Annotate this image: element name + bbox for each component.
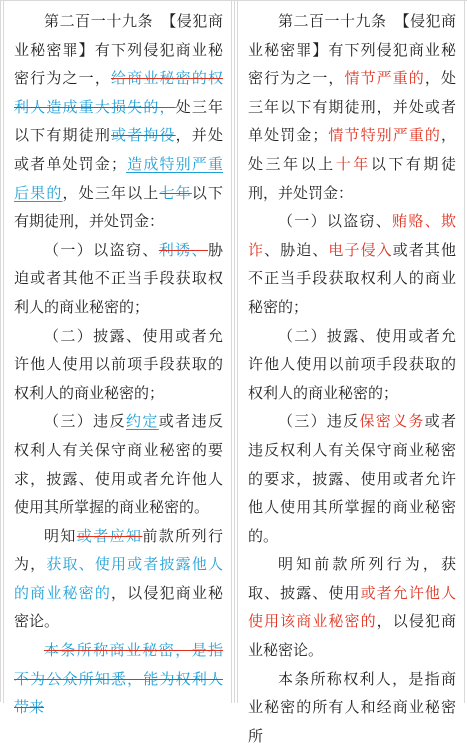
text-run: ，并处或者单处罚金； — [14, 126, 223, 173]
old-text-content — [14, 7, 223, 722]
inserted-text: 造成特别严重后果的 — [14, 154, 223, 202]
text-run: 胁迫或者其他不正当手段获取权利人的商业秘密的； — [14, 240, 223, 316]
deleted-text: 本条所称商业秘密，是指不为公众所知悉，能为权利人带来 — [14, 641, 223, 717]
text-run: 或者违反权利人有关保守商业秘密的要求，披露、使用或者允许他人使用其所掌握的商业秘密的。 — [14, 412, 223, 517]
text-run: ，处三年以上 — [248, 126, 456, 173]
text-run: （三）违反 — [278, 412, 360, 431]
text-run: 处三年以下有期徒刑 — [14, 97, 223, 145]
deleted-text: 利诱、 — [158, 240, 208, 259]
text-run: （一）以盗窃、 — [278, 212, 393, 231]
highlighted-text: 电子侵入 — [328, 240, 393, 259]
text-run: 明知 — [44, 526, 77, 545]
new-text-cell — [237, 1, 465, 745]
old-paragraph-1 — [14, 7, 223, 236]
text-run: 以下有期徒刑，并处罚金： — [14, 183, 223, 231]
deleted-text: 或者应知 — [76, 526, 143, 545]
deleted-text: 给商业秘密的权利人造成重大损失的， — [14, 69, 223, 116]
text-run: 第二百一十九条 【侵犯商业秘密罪】有下列侵犯商业秘密行为之一， — [14, 12, 223, 88]
text-run: ，处三年以下有期徒刑，并处或者单处罚金； — [248, 69, 456, 145]
old-paragraph-3 — [14, 322, 223, 408]
new-paragraph-1 — [248, 7, 456, 207]
old-paragraph-4 — [14, 407, 223, 521]
text-run: （一）以盗窃、 — [44, 240, 159, 259]
text-run: ，以侵犯商业秘密论。 — [14, 583, 223, 631]
new-paragraph-4 — [248, 407, 456, 550]
highlighted-text: 十年 — [335, 154, 371, 173]
old-text-cell — [3, 1, 232, 717]
text-run: 第二百一十九条 【侵犯商业秘密罪】有下列侵犯商业秘密行为之一， — [248, 12, 456, 88]
text-run: 或者违反权利人有关保守商业秘密的要求，披露、使用或者允许他人使用其所掌握的商业秘密的。 — [248, 412, 456, 545]
highlighted-text: 情节严重的 — [344, 69, 425, 88]
deleted-text: 或者拘役 — [110, 126, 176, 145]
text-run: ，处三年以上 — [62, 183, 160, 202]
highlighted-text: 保密义务 — [359, 412, 425, 431]
new-paragraph-2 — [248, 207, 456, 321]
text-run: ，以侵犯商业秘密论。 — [248, 612, 456, 660]
text-run: 以下有期徒刑，并处罚金： — [248, 154, 456, 202]
new-text-column — [235, 1, 467, 745]
deleted-text: 七年 — [159, 183, 192, 202]
text-run: 前款所列行为， — [14, 526, 223, 574]
new-paragraph-6 — [248, 665, 456, 750]
old-paragraph-2 — [14, 236, 223, 322]
old-paragraph-6 — [14, 636, 223, 722]
new-paragraph-3 — [248, 322, 456, 408]
highlighted-text: 情节特别严重的 — [327, 126, 441, 145]
highlighted-text: 获取、使用或者披露他人的商业秘密的 — [14, 555, 223, 602]
old-paragraph-5 — [14, 522, 223, 636]
highlighted-text: 贿赂、欺诈 — [248, 212, 456, 259]
text-run: 本条所称权利人，是指商业秘密的所有人和经商业秘密所 — [248, 669, 456, 745]
highlighted-text: 或者允许他人使用该商业秘密的 — [248, 583, 456, 631]
text-run: （二）披露、使用或者允许他人使用以前项手段获取的权利人的商业秘密的； — [14, 326, 223, 402]
old-text-column — [1, 1, 235, 717]
new-text-content — [248, 7, 456, 750]
text-run: 或者其他不正当手段获取权利人的商业秘密的； — [248, 240, 456, 316]
text-run: （三）违反 — [44, 412, 126, 431]
text-run: 、胁迫、 — [264, 240, 329, 259]
text-run: （二）披露、使用或者允许他人使用以前项手段获取的权利人的商业秘密的； — [248, 326, 456, 402]
inserted-text: 约定 — [125, 412, 159, 431]
text-run: 明知前款所列行为，获取、披露、使用 — [248, 555, 456, 602]
new-paragraph-5 — [248, 550, 456, 664]
